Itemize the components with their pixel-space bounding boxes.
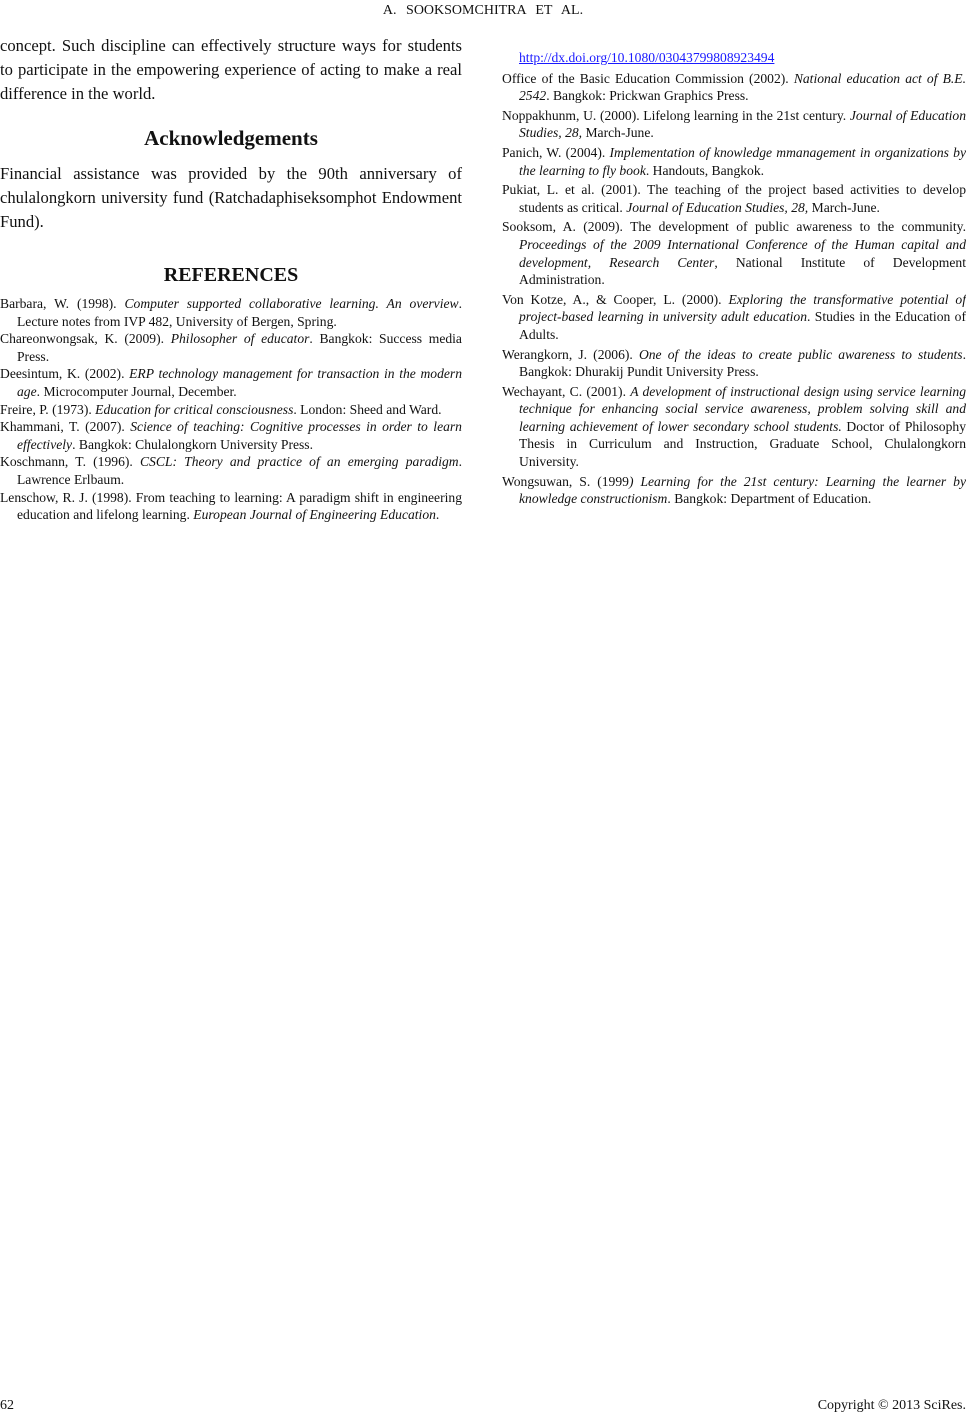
copyright-notice: Copyright © 2013 SciRes. <box>817 1398 966 1413</box>
reference-text: Sooksom, A. (2009). The development of public awareness to the community. <box>502 219 966 235</box>
reference-text: . Lawrence Erlbaum. <box>17 454 463 487</box>
intro-paragraph: concept. Such discipline can effectively structure ways for students to participate in the empowering experience of acting to make a real difference in the world. <box>0 36 462 103</box>
reference-text: . Bangkok: Prickwan Graphics Press. <box>546 88 749 104</box>
reference-title: Education for critical consciousness <box>95 401 294 417</box>
reference-title: National education act of B.E. 2542 <box>519 70 966 104</box>
reference-text: . Bangkok: Dhurakij Pundit University Press. <box>519 346 966 380</box>
reference-entry <box>502 107 966 142</box>
reference-title: One of the ideas to create public awareness to students <box>638 346 963 362</box>
reference-entry <box>502 144 966 179</box>
acknowledgements-text: Financial assistance was provided by the 90th anniversary of chulalongkorn university fund (Ratchadaphiseksomphot Endowment Fund). <box>0 164 462 231</box>
reference-title: Journal of Education Studies, 28, <box>626 199 809 215</box>
references-heading: REFERENCES <box>163 264 299 286</box>
reference-title: Implementation of knowledge mmanagement in organizations by the learning to fly book <box>519 144 966 178</box>
reference-text: Chareonwongsak, K. (2009). <box>0 331 171 347</box>
reference-entry <box>0 365 462 400</box>
reference-text: Koschmann, T. (1996). <box>0 454 140 470</box>
reference-entry <box>0 418 462 453</box>
reference-text: Office of the Basic Education Commission (2002). <box>502 70 794 86</box>
reference-text: Lenschow, R. J. (1998). From teaching to learning: A paradigm shift in engineering education and lifelong learning. <box>0 489 462 523</box>
reference-text: . London: Sheed and Ward. <box>293 401 442 417</box>
reference-text: . Bangkok: Success media Press. <box>17 331 462 364</box>
reference-text: Doctor of Philosophy Thesis in Curriculum and Instruction, Graduate School, Chulalongkorn University. <box>519 418 966 470</box>
reference-text: Khammani, T. (2007). <box>0 419 131 435</box>
reference-entry <box>502 473 966 508</box>
running-head: A. SOOKSOMCHITRA ET AL. <box>382 3 584 18</box>
reference-text: . Bangkok: Department of Education. <box>667 491 872 507</box>
reference-text: Panich, W. (2004). <box>502 144 610 160</box>
acknowledgements-heading: Acknowledgements <box>144 126 318 150</box>
reference-text: Werangkorn, J. (2006). <box>502 346 639 362</box>
reference-text: . Handouts, Bangkok. <box>645 162 765 178</box>
doi-link[interactable]: http://dx.doi.org/10.1080/03043799808923494 <box>519 50 775 65</box>
reference-list-left <box>0 295 462 524</box>
reference-text: Von Kotze, A., & Cooper, L. (2000). <box>502 291 729 307</box>
reference-text: Pukiat, L. et al. (2001). The teaching of the project based activities to develop students as critical. <box>502 182 966 215</box>
reference-entry <box>502 383 966 471</box>
reference-entry <box>0 295 462 330</box>
reference-entry <box>502 346 966 381</box>
reference-title: ) Learning for the 21st century: Learning the learner by knowledge constructionism <box>519 473 966 507</box>
reference-text: . Studies in the Education of Adults. <box>519 309 966 342</box>
reference-text: Barbara, W. (1998). <box>0 296 125 311</box>
reference-text: Freire, P. (1973). <box>0 401 96 417</box>
reference-text: March-June. <box>582 125 654 141</box>
reference-entry <box>502 70 966 105</box>
reference-title: Science of teaching: Cognitive processes in order to learn effectively <box>17 419 462 452</box>
reference-text: , National Institute of Development Administration. <box>519 254 966 288</box>
reference-text: Wechayant, C. (2001). <box>502 383 631 399</box>
reference-text: . Lecture notes from IVP 482, University of Bergen, Spring. <box>17 296 462 329</box>
reference-text: Noppakhunm, U. (2000). Lifelong learning in the 21st century. <box>502 107 850 123</box>
reference-entry <box>0 489 462 524</box>
reference-title: Computer supported collaborative learning. An overview <box>124 296 459 311</box>
right-column <box>502 49 966 510</box>
reference-title: ERP technology management for transaction in the modern age <box>17 366 462 399</box>
reference-list-right <box>502 70 966 508</box>
reference-entry <box>0 401 462 419</box>
reference-title: Proceedings of the 2009 International Conference of the Human capital and development, Research Center <box>519 236 966 270</box>
reference-text: Wongsuwan, S. (1999 <box>502 473 629 489</box>
reference-entry <box>502 218 966 288</box>
page-number: 62 <box>0 1398 14 1413</box>
reference-text: March-June. <box>808 199 880 215</box>
reference-title: Exploring the transformative potential of project-based learning in university adult education <box>519 291 966 325</box>
reference-text: . <box>435 507 440 523</box>
reference-title: CSCL: Theory and practice of an emerging paradigm <box>139 454 459 470</box>
reference-entry <box>502 291 966 344</box>
reference-entry <box>0 330 462 365</box>
reference-title: A development of instructional design using service learning technique for enhancing social service awareness, problem solving skill and learning achievement of lower secondary school students. <box>519 383 966 434</box>
reference-text: . Microcomputer Journal, December. <box>36 383 237 399</box>
reference-entry <box>0 453 462 488</box>
reference-title: Philosopher of educator <box>170 331 310 347</box>
reference-text: . Bangkok: Chulalongkorn University Press. <box>72 436 313 452</box>
reference-title: Journal of Education Studies, 28, <box>519 107 966 141</box>
reference-title: European Journal of Engineering Education <box>193 507 436 523</box>
reference-entry <box>502 181 966 216</box>
left-column <box>0 34 462 524</box>
reference-text: Deesintum, K. (2002). <box>0 366 130 382</box>
